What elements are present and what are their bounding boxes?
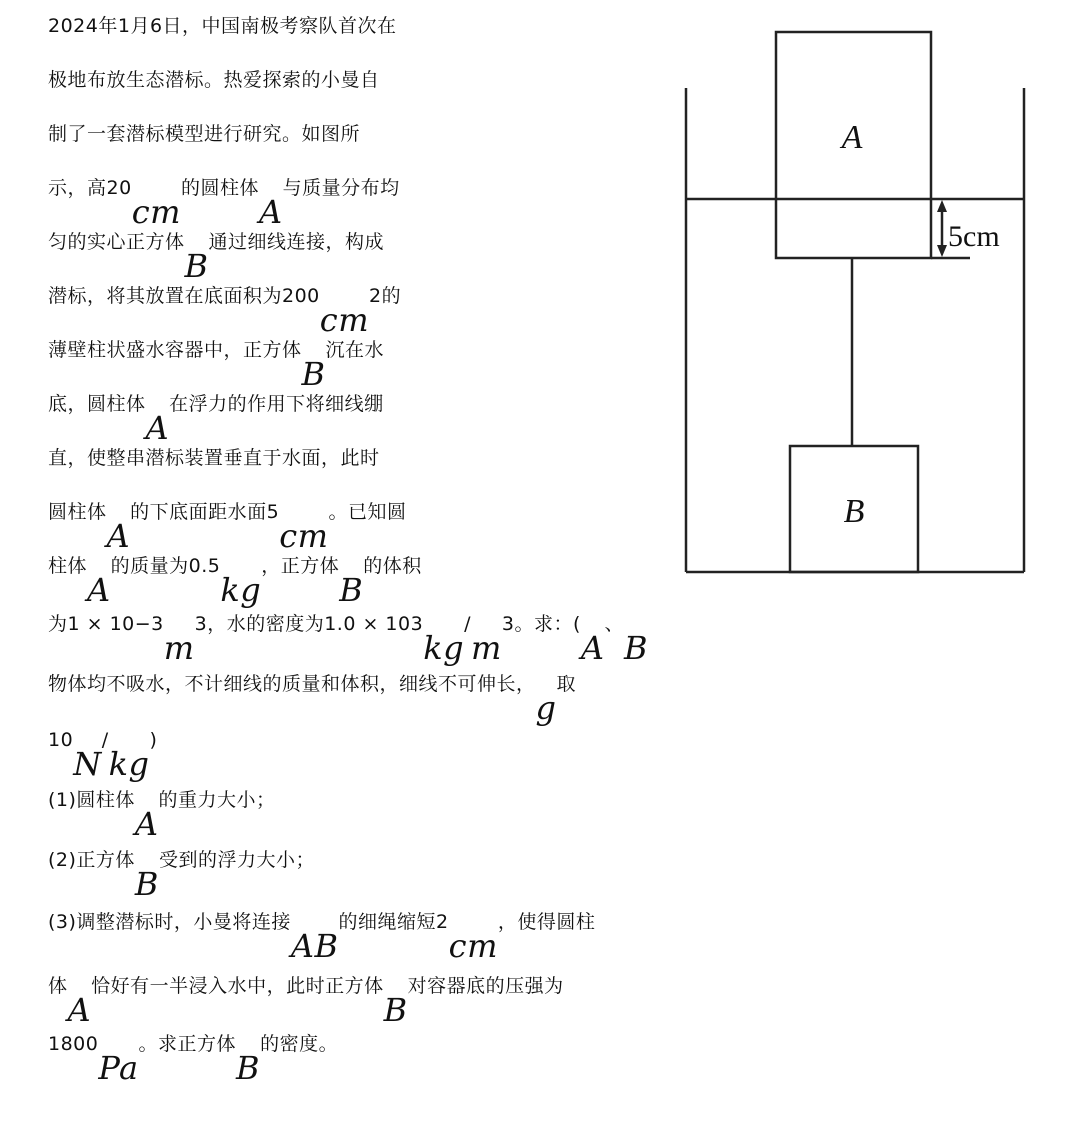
math-symbol: cm <box>279 517 329 555</box>
problem-line <box>48 69 380 124</box>
text-segment: (2)正方体 <box>48 849 135 871</box>
problem-line <box>48 339 385 394</box>
text-segment: 直，使整串潜标装置垂直于水面，此时 <box>48 447 380 469</box>
text-segment: 的圆柱体 <box>180 177 259 199</box>
math-symbol: kg <box>423 629 465 667</box>
label-a: A <box>841 119 863 156</box>
text-segment: 体 <box>48 975 68 997</box>
problem-line <box>48 501 407 556</box>
problem-line <box>48 447 380 502</box>
question-line <box>48 975 564 1030</box>
math-symbol: B <box>184 247 209 285</box>
math-symbol: A <box>87 571 111 609</box>
superscript: 3 <box>194 613 208 635</box>
superscript: 3 <box>410 613 424 635</box>
problem-line <box>48 123 361 178</box>
text-segment: 与质量分布均 <box>282 177 400 199</box>
text-segment: (3)调整潜标时，小曼将连接 <box>48 911 291 933</box>
math-symbol: B <box>623 629 648 667</box>
text-segment: 圆柱体 <box>48 501 107 523</box>
math-symbol: N <box>73 745 102 783</box>
text-segment: / <box>464 613 471 635</box>
text-segment: 物体均不吸水，不计细线的质量和体积，细线不可伸长， <box>48 673 536 695</box>
text-segment: 的下底面距水面5 <box>130 501 280 523</box>
math-symbol: g <box>535 689 557 727</box>
math-symbol: B <box>236 1049 261 1087</box>
math-symbol: B <box>134 865 159 903</box>
text-segment: 极地布放生态潜标。热爱探索的小曼自 <box>48 69 380 91</box>
question-line <box>48 849 315 904</box>
math-symbol: Pa <box>98 1049 139 1087</box>
dimension-label: 5cm <box>948 220 1000 253</box>
superscript: −3 <box>134 613 164 635</box>
text-segment: 。已知圆 <box>328 501 407 523</box>
math-symbol: A <box>67 991 92 1029</box>
text-segment: 对容器底的压强为 <box>407 975 564 997</box>
text-segment: 恰好有一半浸入水中，此时正方体 <box>91 975 384 997</box>
text-segment: 薄壁柱状盛水容器中，正方体 <box>48 339 302 361</box>
problem-line <box>48 231 385 286</box>
text-segment: (1)圆柱体 <box>48 789 135 811</box>
text-segment: / <box>101 729 109 751</box>
problem-line <box>48 285 402 340</box>
text-segment: 匀的实心正方体 <box>48 231 185 253</box>
superscript: 3 <box>501 613 515 635</box>
text-segment: 的质量为0.5 <box>110 555 221 577</box>
question-line <box>48 789 276 844</box>
text-segment: ，正方体 <box>261 555 340 577</box>
problem-line <box>48 393 384 448</box>
text-segment: ，水的密度为1.0 × 10 <box>207 613 411 635</box>
text-segment: 沉在水 <box>325 339 385 361</box>
text-segment: 取 <box>556 673 577 695</box>
text-segment: 的细绳缩短2 <box>338 911 449 933</box>
text-segment: ，使得圆柱 <box>497 911 596 933</box>
text-segment: 的体积 <box>363 555 422 577</box>
math-symbol: A <box>580 629 605 667</box>
text-segment: 底，圆柱体 <box>48 393 146 415</box>
superscript: 2 <box>369 285 382 307</box>
problem-line <box>48 729 158 784</box>
text-segment: 10 <box>48 729 74 751</box>
label-b: B <box>843 493 865 530</box>
math-symbol: m <box>471 629 502 667</box>
text-segment: 1800 <box>48 1033 99 1055</box>
problem-line <box>48 555 422 610</box>
text-segment: 在浮力的作用下将细线绷 <box>169 393 384 415</box>
math-symbol: AB <box>290 927 339 965</box>
dimension-arrow-up <box>937 200 947 212</box>
text-segment: 。求：( <box>514 613 581 635</box>
text-segment: 潜标，将其放置在底面积为200 <box>48 285 320 307</box>
text-segment: 制了一套潜标模型进行研究。如图所 <box>48 123 361 145</box>
text-segment: 的重力大小； <box>158 789 276 811</box>
text-segment: ) <box>149 729 158 751</box>
math-symbol: B <box>301 355 326 393</box>
text-segment: 为1 × 10 <box>48 613 135 635</box>
text-segment: 柱体 <box>48 555 88 577</box>
math-symbol: cm <box>319 301 370 339</box>
math-symbol: B <box>383 991 408 1029</box>
question-line <box>48 911 596 966</box>
math-symbol: kg <box>220 571 262 609</box>
math-symbol: kg <box>108 745 150 783</box>
text-segment: 示，高20 <box>48 177 132 199</box>
math-symbol: A <box>106 517 131 555</box>
text-segment: 。求正方体 <box>138 1033 237 1055</box>
dimension-arrow-down <box>937 245 947 257</box>
math-symbol: A <box>134 805 159 843</box>
text-segment: 通过细线连接，构成 <box>208 231 385 253</box>
math-symbol: B <box>339 571 364 609</box>
text-segment: 、 <box>604 613 624 635</box>
math-symbol: A <box>258 193 283 231</box>
math-symbol: cm <box>448 927 498 965</box>
math-symbol: A <box>145 409 170 447</box>
question-line <box>48 1033 339 1088</box>
math-symbol: m <box>163 629 195 667</box>
diagram-figure <box>680 28 1040 588</box>
text-segment: 的密度。 <box>260 1033 339 1055</box>
problem-line <box>48 15 397 70</box>
text-segment: 2024年1月6日，中国南极考察队首次在 <box>48 15 397 37</box>
problem-line <box>48 673 577 728</box>
problem-line <box>48 177 400 232</box>
text-segment: 的 <box>381 285 402 307</box>
math-symbol: cm <box>131 193 181 231</box>
text-segment: 受到的浮力大小； <box>158 849 315 871</box>
